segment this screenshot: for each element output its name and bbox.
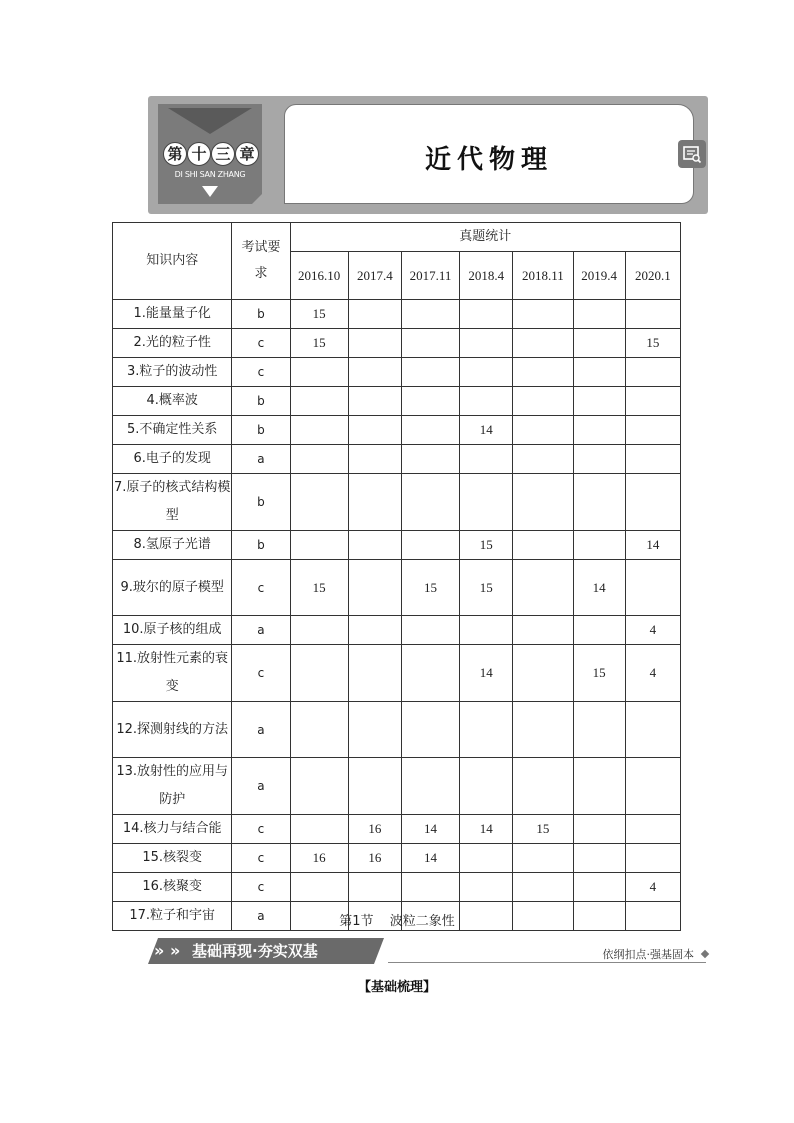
stat-cell xyxy=(573,616,625,645)
topic-cell: 12.探测射线的方法 xyxy=(113,702,232,758)
requirement-cell: a xyxy=(232,758,290,815)
page-fold-decoration xyxy=(251,193,263,205)
stat-cell: 15 xyxy=(625,329,680,358)
table-row xyxy=(113,474,681,531)
table-row xyxy=(113,873,681,902)
stat-cell: 16 xyxy=(290,844,348,873)
chapter-banner xyxy=(148,96,708,214)
section-ribbon xyxy=(148,938,708,964)
year-header: 2017.11 xyxy=(401,252,459,300)
requirement-cell: a xyxy=(232,902,290,931)
stat-cell xyxy=(348,416,401,445)
stat-cell xyxy=(625,387,680,416)
stat-cell xyxy=(290,616,348,645)
stat-cell xyxy=(460,445,513,474)
stat-cell xyxy=(513,358,573,387)
stat-cell: 4 xyxy=(625,645,680,702)
topic-cell: 15.核裂变 xyxy=(113,844,232,873)
stat-cell: 4 xyxy=(625,616,680,645)
stat-cell xyxy=(348,329,401,358)
stat-cell xyxy=(625,416,680,445)
requirement-cell: b xyxy=(232,300,290,329)
stat-cell xyxy=(513,702,573,758)
stat-cell xyxy=(513,474,573,531)
stat-cell xyxy=(460,300,513,329)
section-number: 第1节 xyxy=(339,914,374,929)
stat-cell xyxy=(513,758,573,815)
stat-cell xyxy=(401,445,459,474)
topic-cell: 4.概率波 xyxy=(113,387,232,416)
stat-cell xyxy=(625,560,680,616)
chapter-char: 十 xyxy=(187,142,211,166)
stat-cell: 16 xyxy=(348,844,401,873)
stat-cell xyxy=(348,645,401,702)
stat-cell xyxy=(513,844,573,873)
stat-cell xyxy=(625,474,680,531)
stat-cell xyxy=(290,815,348,844)
stat-cell xyxy=(460,358,513,387)
chapter-title: 近代物理 xyxy=(424,145,553,175)
requirement-cell: c xyxy=(232,645,290,702)
stat-cell xyxy=(573,358,625,387)
stat-cell xyxy=(573,702,625,758)
topic-cell: 7.原子的核式结构模型 xyxy=(113,474,232,531)
table-row xyxy=(113,645,681,702)
table-row xyxy=(113,815,681,844)
topic-cell: 3.粒子的波动性 xyxy=(113,358,232,387)
stat-cell xyxy=(401,387,459,416)
subheading: 【基础梳理】 xyxy=(357,980,436,995)
topic-cell: 17.粒子和宇宙 xyxy=(113,902,232,931)
topic-cell: 13.放射性的应用与防护 xyxy=(113,758,232,815)
stat-cell xyxy=(401,358,459,387)
year-header: 2018.4 xyxy=(460,252,513,300)
chapter-badge xyxy=(158,104,262,204)
year-header: 2018.11 xyxy=(513,252,573,300)
chapter-number-chars xyxy=(163,142,259,166)
stat-cell xyxy=(460,758,513,815)
stat-cell xyxy=(573,531,625,560)
stat-cell xyxy=(573,387,625,416)
year-header: 2019.4 xyxy=(573,252,625,300)
stat-cell xyxy=(348,616,401,645)
topic-cell: 14.核力与结合能 xyxy=(113,815,232,844)
stat-cell xyxy=(290,445,348,474)
stat-cell: 15 xyxy=(290,560,348,616)
requirement-cell: a xyxy=(232,702,290,758)
stat-cell xyxy=(348,358,401,387)
stat-cell: 15 xyxy=(401,560,459,616)
stat-cell: 14 xyxy=(401,844,459,873)
stat-cell xyxy=(573,474,625,531)
ribbon-heading: 基础再现·夯实双基 xyxy=(192,942,318,960)
stat-cell xyxy=(290,474,348,531)
stat-cell: 15 xyxy=(290,300,348,329)
year-header: 2017.4 xyxy=(348,252,401,300)
book-search-icon xyxy=(678,140,706,168)
stat-cell: 15 xyxy=(290,329,348,358)
table-row xyxy=(113,702,681,758)
topic-cell: 10.原子核的组成 xyxy=(113,616,232,645)
exam-statistics-table xyxy=(112,222,681,931)
stat-cell xyxy=(290,645,348,702)
stat-cell xyxy=(401,329,459,358)
stat-cell xyxy=(348,300,401,329)
table-row xyxy=(113,445,681,474)
stat-cell: 14 xyxy=(460,815,513,844)
stat-cell xyxy=(348,702,401,758)
requirement-cell: c xyxy=(232,873,290,902)
topic-cell: 1.能量量子化 xyxy=(113,300,232,329)
requirement-cell: c xyxy=(232,844,290,873)
requirement-cell: b xyxy=(232,416,290,445)
stat-cell xyxy=(401,702,459,758)
stat-cell xyxy=(290,758,348,815)
stat-cell xyxy=(401,416,459,445)
stat-cell xyxy=(460,702,513,758)
requirement-cell: a xyxy=(232,445,290,474)
section-name: 波粒二象性 xyxy=(389,914,455,929)
ribbon-rule xyxy=(388,962,706,963)
stat-cell xyxy=(513,873,573,902)
requirement-cell: c xyxy=(232,329,290,358)
stat-cell xyxy=(625,844,680,873)
stat-cell xyxy=(460,387,513,416)
stat-cell xyxy=(401,531,459,560)
stat-cell xyxy=(401,873,459,902)
section-title xyxy=(0,910,794,929)
double-chevron-icon: » xyxy=(154,941,165,960)
stat-cell xyxy=(460,873,513,902)
chapter-char: 章 xyxy=(235,142,259,166)
stat-cell xyxy=(573,300,625,329)
stat-cell xyxy=(573,844,625,873)
badge-triangle-decoration xyxy=(168,108,252,134)
stat-cell xyxy=(290,873,348,902)
stat-cell xyxy=(348,873,401,902)
stat-cell xyxy=(401,300,459,329)
stat-cell: 15 xyxy=(573,645,625,702)
table-row xyxy=(113,531,681,560)
stat-cell xyxy=(460,474,513,531)
year-header: 2020.1 xyxy=(625,252,680,300)
stat-cell xyxy=(401,758,459,815)
stat-cell: 15 xyxy=(460,560,513,616)
stat-cell xyxy=(625,758,680,815)
topic-cell: 11.放射性元素的衰变 xyxy=(113,645,232,702)
stat-cell: 16 xyxy=(348,815,401,844)
stat-cell xyxy=(625,702,680,758)
chapter-char: 第 xyxy=(163,142,187,166)
stat-cell xyxy=(348,531,401,560)
table-row xyxy=(113,416,681,445)
stat-cell: 14 xyxy=(625,531,680,560)
header-topic: 知识内容 xyxy=(113,223,232,300)
stat-cell xyxy=(513,387,573,416)
double-chevron-icon: » xyxy=(170,941,181,960)
stat-cell: 4 xyxy=(625,873,680,902)
stat-cell xyxy=(460,329,513,358)
stat-cell xyxy=(513,616,573,645)
stat-cell: 14 xyxy=(460,645,513,702)
table-row xyxy=(113,844,681,873)
requirement-cell: b xyxy=(232,531,290,560)
stat-cell xyxy=(513,531,573,560)
topic-cell: 6.电子的发现 xyxy=(113,445,232,474)
topic-cell: 16.核聚变 xyxy=(113,873,232,902)
stat-cell xyxy=(573,815,625,844)
requirement-cell: b xyxy=(232,474,290,531)
stat-cell xyxy=(573,329,625,358)
stat-cell xyxy=(348,560,401,616)
requirement-cell: c xyxy=(232,560,290,616)
header-requirement-text: 考试要求 xyxy=(241,240,281,281)
stat-cell: 14 xyxy=(401,815,459,844)
stat-cell xyxy=(625,358,680,387)
stat-cell: 14 xyxy=(460,416,513,445)
table-row xyxy=(113,329,681,358)
header-requirement xyxy=(232,223,290,300)
table-row xyxy=(113,560,681,616)
stat-cell xyxy=(625,300,680,329)
stat-cell: 15 xyxy=(460,531,513,560)
chapter-pinyin: DI SHI SAN ZHANG xyxy=(174,170,246,179)
stat-cell xyxy=(513,416,573,445)
stat-cell xyxy=(401,645,459,702)
topic-cell: 2.光的粒子性 xyxy=(113,329,232,358)
stat-cell xyxy=(290,531,348,560)
stat-cell xyxy=(573,873,625,902)
ribbon-tagline: 依纲扣点·强基固本 xyxy=(602,948,694,961)
table-row xyxy=(113,300,681,329)
stat-cell xyxy=(348,758,401,815)
topic-cell: 5.不确定性关系 xyxy=(113,416,232,445)
stat-cell xyxy=(513,645,573,702)
table-row xyxy=(113,387,681,416)
topic-cell: 8.氢原子光谱 xyxy=(113,531,232,560)
stat-cell xyxy=(348,387,401,416)
stat-cell xyxy=(348,445,401,474)
stat-cell xyxy=(290,702,348,758)
year-header: 2016.10 xyxy=(290,252,348,300)
stat-cell xyxy=(290,387,348,416)
stat-cell xyxy=(573,416,625,445)
stat-cell xyxy=(290,358,348,387)
stat-cell xyxy=(513,300,573,329)
stat-cell xyxy=(573,445,625,474)
stat-cell xyxy=(573,758,625,815)
stat-cell xyxy=(401,474,459,531)
table-row xyxy=(113,358,681,387)
table-row xyxy=(113,616,681,645)
stat-cell xyxy=(290,416,348,445)
chapter-title-panel xyxy=(284,104,694,204)
stat-cell xyxy=(625,445,680,474)
requirement-cell: c xyxy=(232,358,290,387)
stat-cell xyxy=(460,844,513,873)
stat-cell: 15 xyxy=(513,815,573,844)
chapter-char: 三 xyxy=(211,142,235,166)
table-row xyxy=(113,758,681,815)
down-triangle-icon xyxy=(202,186,218,197)
requirement-cell: c xyxy=(232,815,290,844)
stat-cell: 14 xyxy=(573,560,625,616)
stat-cell xyxy=(348,474,401,531)
stat-cell xyxy=(513,329,573,358)
stat-cell xyxy=(625,815,680,844)
stat-cell xyxy=(401,616,459,645)
requirement-cell: a xyxy=(232,616,290,645)
topic-cell: 9.玻尔的原子模型 xyxy=(113,560,232,616)
stat-cell xyxy=(460,616,513,645)
stat-cell xyxy=(513,445,573,474)
stat-cell xyxy=(513,560,573,616)
diamond-icon xyxy=(701,950,709,958)
requirement-cell: b xyxy=(232,387,290,416)
header-stats: 真题统计 xyxy=(290,223,680,252)
